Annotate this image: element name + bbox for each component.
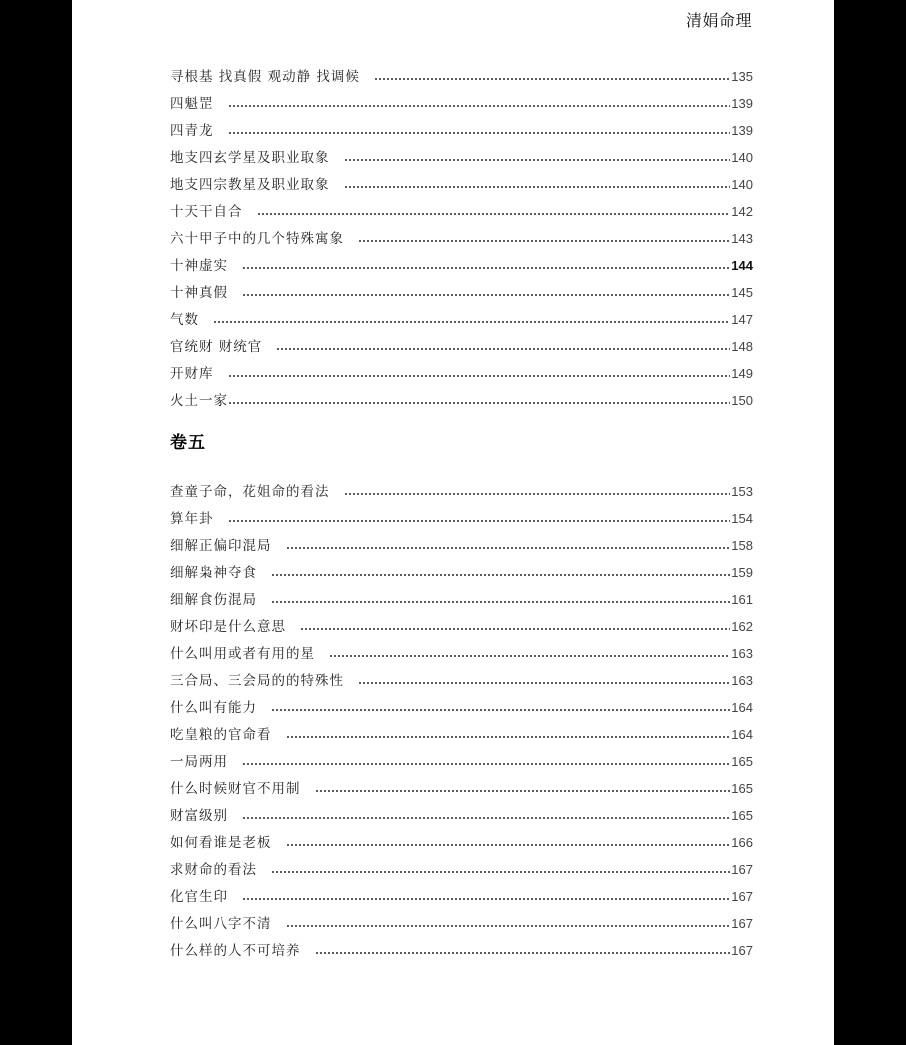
toc-entry-title: 细解食伤混局 [170,592,257,608]
toc-entry-page: 147 [731,312,753,327]
dot-leader [242,293,730,297]
toc-entry-title: 四魁罡 [170,96,214,112]
toc-list-volume-five [170,474,753,960]
toc-entry [170,663,753,690]
toc-entry [170,852,753,879]
toc-entry-page: 167 [731,889,753,904]
volume-heading: 卷五 [170,433,206,453]
dot-leader [228,401,730,405]
dot-leader [329,654,730,658]
toc-entry-page: 165 [731,808,753,823]
toc-entry-page: 164 [731,700,753,715]
toc-entry-page: 139 [731,123,753,138]
dot-leader [213,320,730,324]
toc-entry [170,771,753,798]
toc-entry-title: 四青龙 [170,123,214,139]
toc-entry-title: 查童子命，花姐命的看法 [170,484,330,500]
toc-entry-page: 165 [731,781,753,796]
toc-entry [170,690,753,717]
dot-leader [242,816,730,820]
dot-leader [286,735,731,739]
dot-leader [344,158,731,162]
dot-leader [315,951,731,955]
toc-entry-title: 十天干自合 [170,204,243,220]
dot-leader [271,600,730,604]
toc-entry [170,86,753,113]
toc-entry [170,140,753,167]
toc-entry [170,582,753,609]
toc-entry-page: 144 [731,258,753,273]
toc-entry [170,717,753,744]
dot-leader [276,347,730,351]
toc-entry-page: 135 [731,69,753,84]
toc-entry-page: 167 [731,916,753,931]
dot-leader [242,762,730,766]
toc-entry [170,798,753,825]
toc-entry-title: 气数 [170,312,199,328]
toc-entry [170,744,753,771]
toc-entry-title: 什么叫八字不清 [170,916,272,932]
dot-leader [358,239,730,243]
toc-entry-page: 158 [731,538,753,553]
dot-leader [271,573,730,577]
toc-entry [170,636,753,663]
dot-leader [315,789,731,793]
dot-leader [286,546,731,550]
toc-entry-title: 什么叫用或者有用的星 [170,646,315,662]
toc-entry-page: 154 [731,511,753,526]
toc-entry [170,879,753,906]
toc-entry-title: 十神真假 [170,285,228,301]
toc-entry [170,113,753,140]
dot-leader [300,627,730,631]
toc-entry-title: 什么样的人不可培养 [170,943,301,959]
toc-entry [170,933,753,960]
toc-entry-page: 159 [731,565,753,580]
toc-entry [170,906,753,933]
toc-entry-title: 算年卦 [170,511,214,527]
toc-entry-page: 167 [731,862,753,877]
toc-entry-page: 150 [731,393,753,408]
toc-entry [170,356,753,383]
toc-entry-title: 财坏印是什么意思 [170,619,286,635]
toc-entry-page: 165 [731,754,753,769]
toc-entry-page: 148 [731,339,753,354]
toc-entry [170,194,753,221]
toc-entry [170,302,753,329]
toc-entry-page: 167 [731,943,753,958]
toc-entry-title: 三合局、三会局的的特殊性 [170,673,344,689]
toc-entry [170,383,753,410]
toc-entry [170,609,753,636]
toc-entry-title: 求财命的看法 [170,862,257,878]
toc-entry-title: 地支四玄学星及职业取象 [170,150,330,166]
toc-entry-title: 吃皇粮的官命看 [170,727,272,743]
toc-entry-page: 161 [731,592,753,607]
dot-leader [242,897,730,901]
dot-leader [228,131,731,135]
toc-entry-title: 什么叫有能力 [170,700,257,716]
running-header-title: 清娟命理 [685,11,752,30]
toc-entry-page: 164 [731,727,753,742]
toc-entry-page: 163 [731,673,753,688]
toc-entry [170,555,753,582]
toc-entry-page: 153 [731,484,753,499]
dot-leader [271,708,730,712]
dot-leader [374,77,730,81]
dot-leader [271,870,730,874]
toc-entry-title: 财富级别 [170,808,228,824]
toc-entry [170,329,753,356]
toc-entry [170,474,753,501]
toc-entry-page: 143 [731,231,753,246]
toc-entry-page: 140 [731,177,753,192]
document-page [72,0,834,1045]
toc-entry-page: 140 [731,150,753,165]
toc-entry-page: 142 [731,204,753,219]
toc-list-continued [170,59,753,410]
dot-leader [344,492,731,496]
dot-leader [228,519,731,523]
toc-entry-title: 化官生印 [170,889,228,905]
toc-entry [170,221,753,248]
toc-entry-title: 什么时候财官不用制 [170,781,301,797]
toc-entry-title: 寻根基 找真假 观动静 找调候 [170,69,360,85]
toc-entry [170,528,753,555]
toc-entry [170,825,753,852]
toc-entry-page: 163 [731,646,753,661]
toc-entry-title: 细解枭神夺食 [170,565,257,581]
toc-entry-title: 开财库 [170,366,214,382]
dot-leader [358,681,730,685]
toc-entry [170,167,753,194]
toc-entry-page: 145 [731,285,753,300]
dot-leader [344,185,731,189]
toc-entry [170,501,753,528]
toc-entry [170,248,753,275]
toc-entry [170,59,753,86]
dot-leader [286,924,731,928]
dot-leader [257,212,731,216]
dot-leader [228,374,731,378]
toc-entry-title: 十神虚实 [170,258,228,274]
toc-entry-title: 细解正偏印混局 [170,538,272,554]
dot-leader [242,266,730,270]
toc-entry [170,275,753,302]
toc-entry-title: 一局两用 [170,754,228,770]
dot-leader [228,104,731,108]
toc-entry-title: 火土一家 [170,393,228,409]
dot-leader [286,843,731,847]
toc-entry-title: 地支四宗教星及职业取象 [170,177,330,193]
toc-entry-page: 162 [731,619,753,634]
toc-entry-title: 六十甲子中的几个特殊寓象 [170,231,344,247]
toc-entry-page: 149 [731,366,753,381]
toc-entry-title: 如何看谁是老板 [170,835,272,851]
toc-entry-page: 166 [731,835,753,850]
toc-entry-page: 139 [731,96,753,111]
toc-entry-title: 官统财 财统官 [170,339,263,355]
